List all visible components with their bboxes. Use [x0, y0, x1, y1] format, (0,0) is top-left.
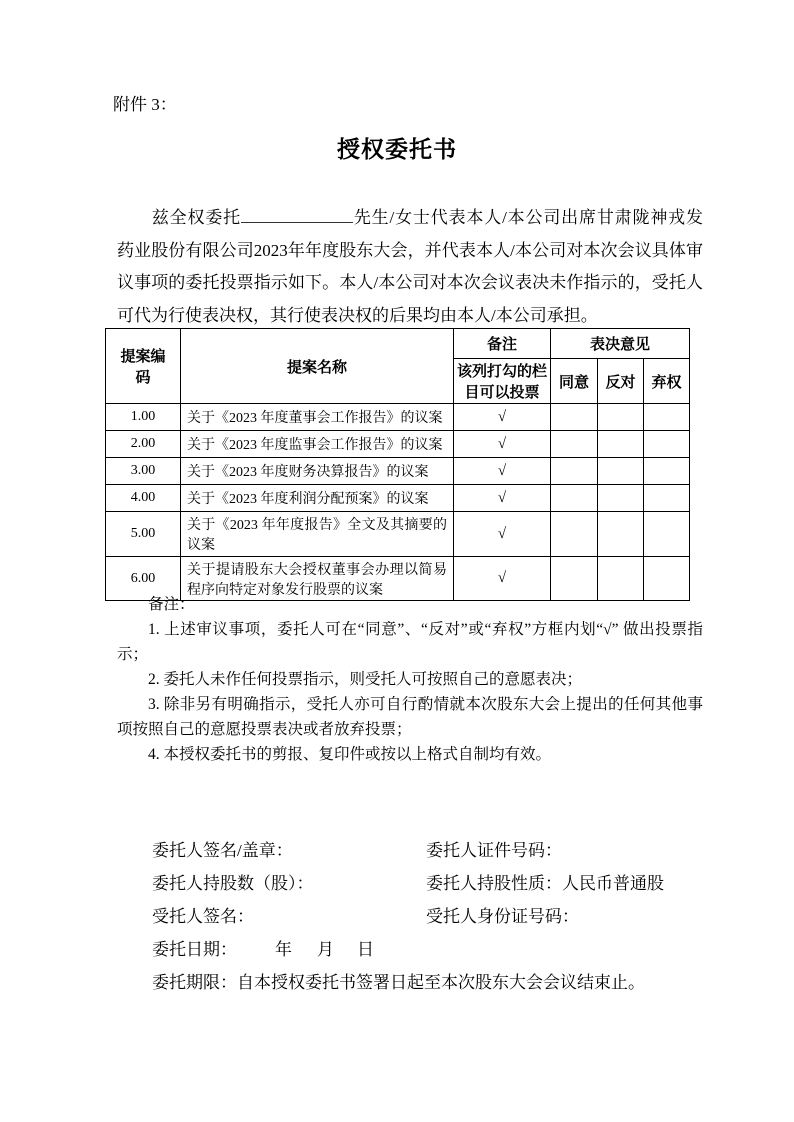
- oppose-cell: [598, 485, 644, 512]
- header-oppose: 反对: [598, 359, 644, 404]
- agree-cell: [551, 512, 598, 557]
- proposal-name-cell: 关于提请股东大会授权董事会办理以简易程序向特定对象发行股票的议案: [181, 557, 454, 601]
- proposal-rows: [106, 404, 690, 601]
- header-remark-sub: 该列打勾的栏目可以投票: [454, 359, 551, 404]
- header-proposal-name: 提案名称: [181, 329, 454, 404]
- note-item: 3. 除非另有明确指示，受托人亦可自行酌情就本次股东大会上提出的任何其他事项按照自己的意愿投票表决或者放弃投票；: [117, 696, 703, 738]
- header-remark: 备注: [454, 329, 551, 359]
- proposal-name-cell: 关于《2023 年度监事会工作报告》的议案: [181, 431, 454, 458]
- page-title: 授权委托书: [337, 137, 457, 162]
- signature-row-1: [0, 836, 794, 860]
- oppose-cell: [598, 512, 644, 557]
- table-row: [106, 404, 690, 431]
- abstain-cell: [644, 431, 690, 458]
- proposal-name-cell: 关于《2023 年度董事会工作报告》的议案: [181, 404, 454, 431]
- notes-section: [117, 592, 703, 767]
- client-shares-label: 委托人持股数（股）：: [152, 874, 314, 893]
- oppose-cell: [598, 431, 644, 458]
- notes-items: [117, 617, 703, 767]
- remark-check-cell: √: [454, 485, 551, 512]
- proposal-code-cell: 1.00: [106, 404, 181, 431]
- table-row: [106, 458, 690, 485]
- proposal-code-cell: 5.00: [106, 512, 181, 557]
- notes-label: 备注：: [148, 596, 195, 613]
- proposal-code-cell: 4.00: [106, 485, 181, 512]
- proposal-code-cell: 6.00: [106, 557, 181, 601]
- note-item: 2. 委托人未作任何投票指示，则受托人可按照自己的意愿表决；: [148, 671, 583, 688]
- term-text: 委托期限：自本授权委托书签署日起至本次股东大会会议结束止。: [152, 973, 645, 992]
- header-proposal-code: 提案编码: [106, 329, 181, 404]
- table-row: [106, 512, 690, 557]
- agree-cell: [551, 485, 598, 512]
- abstain-cell: [644, 512, 690, 557]
- intro-line-4: 可代为行使表决权，其行使表决权的后果均由本人/本公司承担。: [117, 305, 598, 325]
- remark-check-cell: √: [454, 557, 551, 601]
- header-abstain: 弃权: [644, 359, 690, 404]
- remark-check-cell: √: [454, 431, 551, 458]
- agree-cell: [551, 404, 598, 431]
- date-month-label: 月: [317, 940, 334, 959]
- proposal-name-cell: 关于《2023 年年度报告》全文及其摘要的议案: [181, 512, 454, 557]
- agree-cell: [551, 458, 598, 485]
- abstain-cell: [644, 458, 690, 485]
- intro-line-2: 药业股份有限公司2023年年度股东大会，并代表本人/本公司对本次会议具体审: [117, 240, 703, 260]
- client-share-type-label: 委托人持股性质：: [426, 874, 562, 893]
- oppose-cell: [598, 458, 644, 485]
- oppose-cell: [598, 404, 644, 431]
- signature-row-3: [0, 902, 794, 926]
- remark-check-cell: √: [454, 458, 551, 485]
- note-item: 4. 本授权委托书的剪报、复印件或按以上格式自制均有效。: [148, 746, 552, 763]
- client-signature-label: 委托人签名/盖章：: [152, 841, 293, 860]
- client-share-type-value: 人民币普通股: [562, 874, 664, 893]
- remark-check-cell: √: [454, 512, 551, 557]
- proposal-name-cell: 关于《2023 年度财务决算报告》的议案: [181, 458, 454, 485]
- proposal-voting-table: [105, 328, 690, 601]
- signature-row-term: [0, 968, 794, 992]
- intro-paragraph: [117, 202, 703, 332]
- header-vote-opinion: 表决意见: [551, 329, 690, 359]
- intro-line-1: [117, 202, 703, 235]
- date-day-label: 日: [357, 940, 374, 959]
- intro-suffix: 先生/女士代表本人/本公司出席甘肃陇神戎发: [353, 208, 703, 227]
- client-id-label: 委托人证件号码：: [426, 841, 562, 860]
- proxy-name-blank-line: [241, 220, 353, 223]
- agent-id-label: 受托人身份证号码：: [426, 907, 579, 926]
- date-year-label: 年: [275, 940, 292, 959]
- attachment-label: 附件 3：: [113, 95, 177, 114]
- date-label: 委托日期：: [152, 940, 237, 959]
- table-row: [106, 485, 690, 512]
- abstain-cell: [644, 485, 690, 512]
- agree-cell: [551, 431, 598, 458]
- proposal-code-cell: 3.00: [106, 458, 181, 485]
- intro-line-3: 议事项的委托投票指示如下。本人/本公司对本次会议表决未作指示的，受托人: [117, 273, 703, 292]
- proposal-name-cell: 关于《2023 年度利润分配预案》的议案: [181, 485, 454, 512]
- intro-prefix: 兹全权委托: [151, 208, 242, 227]
- note-item: 1. 上述审议事项，委托人可在“同意”、“反对”或“弃权”方框内划“√” 做出投票指示；: [117, 621, 703, 663]
- remark-check-cell: √: [454, 404, 551, 431]
- agent-signature-label: 受托人签名：: [152, 907, 254, 926]
- signature-row-date: [0, 935, 794, 959]
- client-share-type: [426, 869, 664, 894]
- table-row: [106, 431, 690, 458]
- signature-row-2: [0, 869, 794, 893]
- header-agree: 同意: [551, 359, 598, 404]
- proposal-code-cell: 2.00: [106, 431, 181, 458]
- abstain-cell: [644, 404, 690, 431]
